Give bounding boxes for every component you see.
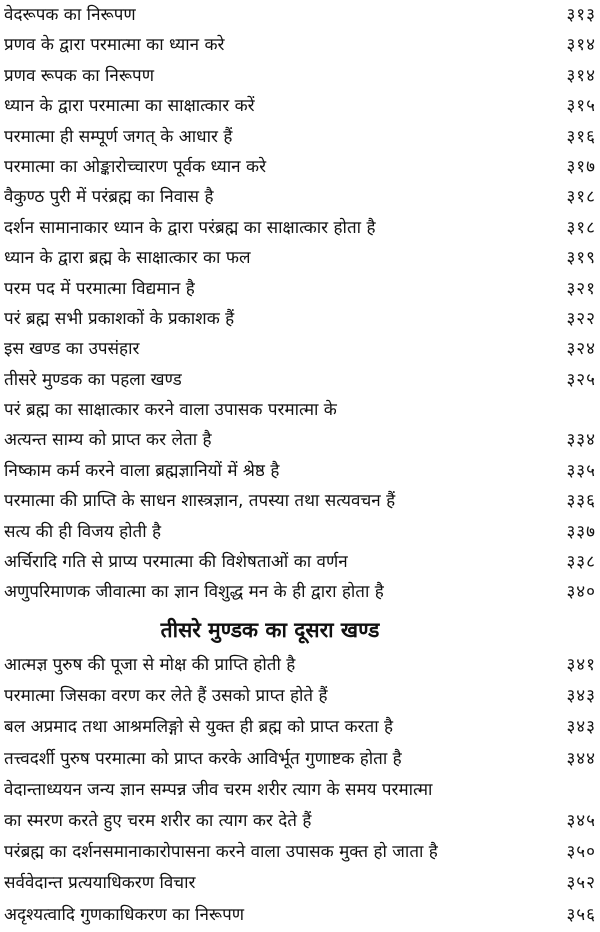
toc-page-number: ३२५ — [566, 369, 596, 390]
toc-entry-title: अदृश्यत्वादि गुणकाधिकरण का निरूपण — [4, 904, 245, 925]
toc-entry — [0, 775, 600, 837]
toc-entry — [0, 744, 600, 775]
toc-entry — [0, 91, 600, 121]
toc-entry-line — [0, 547, 600, 577]
toc-page-number: ३१५ — [566, 96, 596, 117]
toc-entry — [0, 0, 600, 30]
toc-entry — [0, 900, 600, 931]
toc-entry-line — [0, 650, 600, 681]
toc-page-number: ३४४ — [566, 748, 596, 769]
toc-entry-line — [0, 91, 600, 121]
toc-entry-line — [0, 152, 600, 182]
toc-page-number: ३१९ — [566, 248, 596, 269]
toc-page-number: ३४३ — [566, 686, 596, 707]
toc-page-number: ३१३ — [566, 5, 596, 25]
toc-entry — [0, 243, 600, 273]
toc-entry-line — [0, 334, 600, 364]
toc-page-number: ३१७ — [566, 156, 596, 177]
toc-entry — [0, 681, 600, 712]
toc-entry — [0, 152, 600, 182]
toc-entry — [0, 486, 600, 516]
section-heading: तीसरे मुण्डक का दूसरा खण्ड — [160, 618, 380, 642]
toc-entry-title: परमात्मा का ओङ्कारोच्चारण पूर्वक ध्यान करे — [4, 156, 267, 177]
toc-page-number: ३३४ — [566, 430, 596, 451]
toc-page-number: ३५६ — [566, 904, 596, 925]
toc-entry-title: का स्मरण करते हुए चरम शरीर का त्याग कर देते हैं — [4, 810, 312, 831]
toc-entry-title: इस खण्ड का उपसंहार — [4, 339, 140, 360]
toc-entry-title: परं ब्रह्म सभी प्रकाशकों के प्रकाशक हैं — [4, 308, 235, 329]
toc-entry-line — [0, 182, 600, 212]
toc-page-number: ३३७ — [566, 521, 596, 542]
toc-entry — [0, 395, 600, 456]
toc-entry-title: अत्यन्त साम्य को प्राप्त कर लेता है — [4, 430, 212, 451]
toc-entry-line — [0, 425, 600, 455]
toc-entry-title: वैकुण्ठ पुरी में परंब्रह्म का निवास है — [4, 187, 214, 208]
toc-entry-line — [0, 868, 600, 899]
toc-entry-line — [0, 30, 600, 60]
toc-page-number: ३१४ — [566, 35, 596, 56]
toc-entry-title: निष्काम कर्म करने वाला ब्रह्मज्ञानियों में श्रेष्ठ है — [4, 460, 280, 481]
toc-entry-title: वेदरूपक का निरूपण — [4, 5, 136, 25]
toc-page-number: ३३६ — [566, 491, 596, 512]
toc-page-number: ३५० — [566, 842, 596, 863]
toc-entry-line — [0, 243, 600, 273]
toc-page-number: ३४५ — [566, 810, 596, 831]
toc-page-number: ३४३ — [566, 717, 596, 738]
toc-entry-line — [0, 122, 600, 152]
toc-entry-line — [0, 486, 600, 516]
toc-entry-title: प्रणव के द्वारा परमात्मा का ध्यान करे — [4, 35, 225, 56]
toc-entry-line — [0, 900, 600, 931]
toc-entry-title: सत्य की ही विजय होती है — [4, 521, 162, 542]
toc-page-number: ३१६ — [566, 126, 596, 147]
toc-entry-line — [0, 0, 600, 30]
toc-entry-title: परमात्मा जिसका वरण कर लेते हैं उसको प्राप्त होते हैं — [4, 686, 328, 707]
toc-entry-line — [0, 213, 600, 243]
toc-entry — [0, 30, 600, 60]
toc-entry — [0, 334, 600, 364]
toc-entry — [0, 274, 600, 304]
toc-entry-line — [0, 365, 600, 395]
toc-entry-line — [0, 712, 600, 743]
toc-entry-line — [0, 517, 600, 547]
toc-entry-title: परम पद में परमात्मा विद्यमान है — [4, 278, 195, 299]
toc-entry-title: ध्यान के द्वारा ब्रह्म के साक्षात्कार का फल — [4, 248, 251, 269]
toc-entry — [0, 577, 600, 607]
toc-entry-line — [0, 744, 600, 775]
toc-page-number: ३३५ — [566, 460, 596, 481]
toc-entry — [0, 61, 600, 91]
toc-entry-title: परंब्रह्म का दर्शनसमानाकारोपासना करने वाला उपासक मुक्त हो जाता है — [4, 842, 438, 863]
toc-entry-title: तीसरे मुण्डक का पहला खण्ड — [4, 369, 182, 390]
toc-entry — [0, 517, 600, 547]
toc-entry-title: सर्ववेदान्त प्रत्ययाधिकरण विचार — [4, 873, 196, 894]
toc-entry-title: आत्मज्ञ पुरुष की पूजा से मोक्ष की प्राप्ति होती है — [4, 655, 296, 675]
toc-entry — [0, 182, 600, 212]
toc-entry — [0, 547, 600, 577]
toc-entry-line — [0, 274, 600, 304]
toc-entry — [0, 837, 600, 868]
toc-entry-line — [0, 456, 600, 486]
toc-entry-line — [0, 61, 600, 91]
toc-page-number: ३२४ — [566, 339, 596, 360]
toc-entry-line — [0, 775, 600, 806]
toc-entry — [0, 456, 600, 486]
toc-entry — [0, 868, 600, 899]
toc-page-number: ३२१ — [566, 278, 596, 299]
toc-page-number: ३१४ — [566, 65, 596, 86]
toc-entry-title: परं ब्रह्म का साक्षात्कार करने वाला उपासक परमात्मा के — [4, 400, 337, 421]
toc-entry-title: परमात्मा ही सम्पूर्ण जगत् के आधार हैं — [4, 126, 233, 147]
toc-entry-title: वेदान्ताध्ययन जन्य ज्ञान सम्पन्न जीव चरम शरीर त्याग के समय परमात्मा — [4, 779, 433, 800]
toc-page-number: ३४१ — [566, 655, 596, 675]
toc-entry-line — [0, 837, 600, 868]
toc-entry-line — [0, 681, 600, 712]
toc-entry-line — [0, 806, 600, 837]
toc-entry-title: तत्त्वदर्शी पुरुष परमात्मा को प्राप्त करके आविर्भूत गुणाष्टक होता है — [4, 748, 402, 769]
toc-entry-line — [0, 304, 600, 334]
toc-entry — [0, 712, 600, 743]
toc-entry — [0, 650, 600, 681]
toc-entry — [0, 213, 600, 243]
toc-page-number: ३२२ — [566, 308, 596, 329]
toc-page-number: ३१८ — [566, 217, 596, 238]
toc-page-number: ३३८ — [566, 552, 596, 573]
toc-entry-title: अर्चिरादि गति से प्राप्य परमात्मा की विशेषताओं का वर्णन — [4, 552, 348, 573]
toc-entry-title: बल अप्रमाद तथा आश्रमलिङ्गो से युक्त ही ब्रह्म को प्राप्त करता है — [4, 717, 394, 738]
toc-entry-line — [0, 395, 600, 425]
toc-entry-title: अणुपरिमाणक जीवात्मा का ज्ञान विशुद्ध मन के ही द्वारा होता है — [4, 582, 384, 603]
toc-entry-line — [0, 577, 600, 607]
toc-entry — [0, 304, 600, 334]
toc-page-number: ३४० — [566, 582, 596, 603]
toc-entry — [0, 365, 600, 395]
toc-entry-title: परमात्मा की प्राप्ति के साधन शास्त्रज्ञान, तपस्या तथा सत्यवचन हैं — [4, 491, 396, 512]
toc-entry — [0, 122, 600, 152]
toc-entry-title: प्रणव रूपक का निरूपण — [4, 65, 155, 86]
toc-page-number: ३५२ — [566, 873, 596, 894]
toc-entry-title: ध्यान के द्वारा परमात्मा का साक्षात्कार करें — [4, 96, 255, 117]
toc-entry-title: दर्शन सामानाकार ध्यान के द्वारा परंब्रह्म का साक्षात्कार होता है — [4, 217, 376, 238]
toc-section-2 — [0, 650, 600, 931]
toc-page-number: ३१८ — [566, 187, 596, 208]
